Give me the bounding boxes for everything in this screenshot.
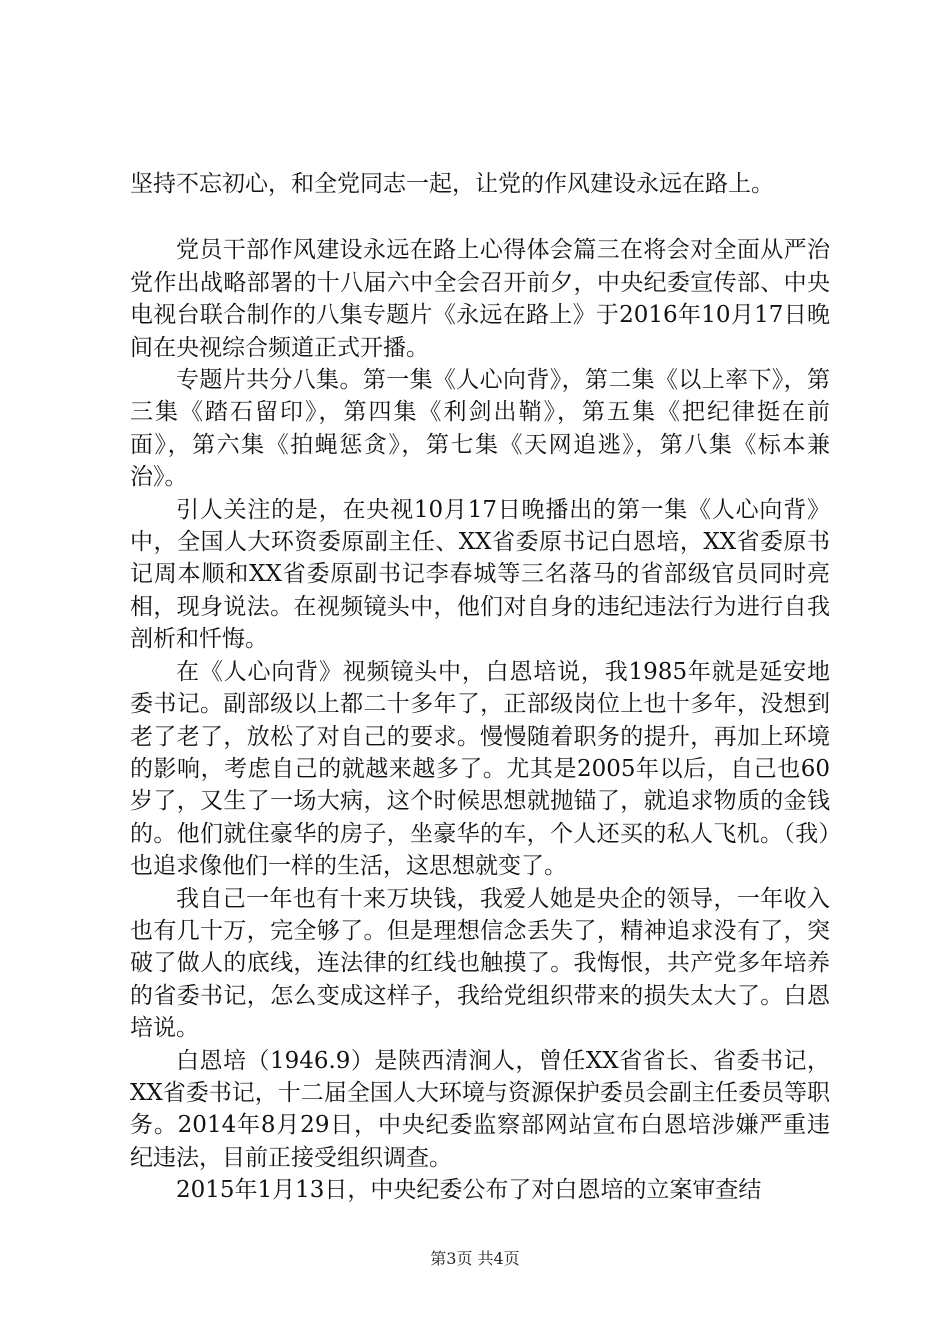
paragraph-gap — [130, 200, 830, 234]
paragraph-1: 坚持不忘初心，和全党同志一起，让党的作风建设永远在路上。 — [130, 171, 774, 197]
paragraph-6: 我自己一年也有十来万块钱，我爱人她是央企的领导，一年收入也有几十万，完全够了。但是理想信念丢失了，精神追求没有了，突破了做人的底线，连法律的红线也触摸了。我悔恨，共产党多年培养的省委书记，怎么变成这样子，我给党组织带来的损失太大了。白恩培说。 — [130, 885, 830, 1042]
paragraph-7: 白恩培（1946.9）是陕西清涧人，曾任XX省省长、省委书记，XX省委书记，十二届全国人大环境与资源保护委员会副主任委员等职务。2014年8月29日，中央纪委监察部网站宣布白恩培涉嫌严重违纪违法，目前正接受组织调查。 — [130, 1047, 830, 1171]
paragraph-4: 引人关注的是，在央视10月17日晚播出的第一集《人心向背》中，全国人大环资委原副主任、XX省委原书记白恩培，XX省委原书记周本顺和XX省委原副书记李春城等三名落马的省部级官员同时亮相，现身说法。在视频镜头中，他们对自身的违纪违法行为进行自我剖析和忏悔。 — [130, 496, 830, 653]
paragraph-3: 专题片共分八集。第一集《人心向背》，第二集《以上率下》，第三集《踏石留印》，第四集《利剑出鞘》，第五集《把纪律挺在前面》，第六集《拍蝇惩贪》，第七集《天网追逃》，第八集《标本兼治》。 — [130, 367, 830, 491]
page-footer: 第3页 共4页 — [430, 1249, 520, 1268]
document-body — [130, 168, 830, 1207]
paragraph-2: 党员干部作风建设永远在路上心得体会篇三在将会对全面从严治党作出战略部署的十八届六中全会召开前夕，中央纪委宣传部、中央电视台联合制作的八集专题片《永远在路上》于2016年10月17日晚间在央视综合频道正式开播。 — [130, 237, 830, 361]
paragraph-5: 在《人心向背》视频镜头中，白恩培说，我1985年就是延安地委书记。副部级以上都二十多年了，正部级岗位上也十多年，没想到老了老了，放松了对自己的要求。慢慢随着职务的提升，再加上环境的影响，考虑自己的就越来越多了。尤其是2005年以后，自己也60岁了，又生了一场大病，这个时候思想就抛锚了，就追求物质的金钱的。他们就住豪华的房子，坐豪华的车，个人还买的私人飞机。（我）也追求像他们一样的生活，这思想就变了。 — [130, 658, 830, 880]
paragraph-8: 2015年1月13日，中央纪委公布了对白恩培的立案审查结 — [176, 1177, 762, 1204]
